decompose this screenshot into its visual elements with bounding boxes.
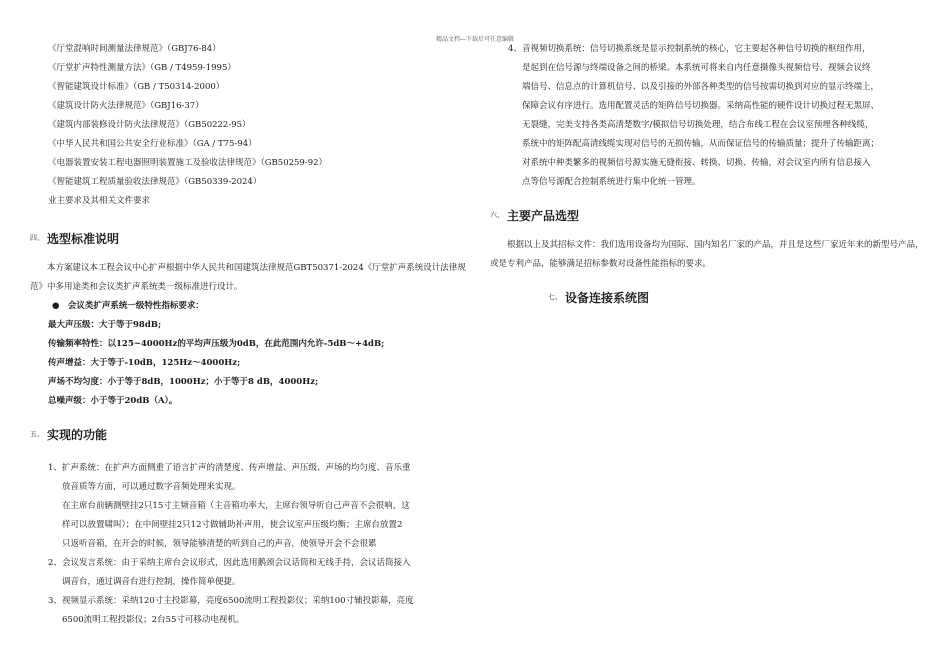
- item-continuation: 只返听音箱，在开会的时候，领导能够清楚的听到自己的声音，使领导开会不会很累: [62, 539, 377, 549]
- standard-item: 《电器装置安装工程电器照明装置施工及验收法律规范》（GB50259-92）: [48, 158, 328, 168]
- spec-line: 总噪声级：小于等于20dB（A）。: [48, 396, 178, 406]
- header-note: 精品文档---下载后可任意编辑: [435, 36, 515, 43]
- spec-line: 传输频率特性：以125~4000Hz的平均声压级为0dB，在此范围内允许-5dB～+4dB;: [48, 339, 385, 349]
- section-title: 选型标准说明: [47, 231, 120, 246]
- item-continuation: 端信号、信息点的计算机信号、以及引接的外部各种类型的信号按需切换到对应的显示终端上，: [522, 82, 880, 92]
- section4-paragraph: 本方案建议本工程会议中心扩声根据中华人民共和国建筑法律规范GBT50371-2024《厅堂扩声系统设计法律规范》中多用途类和会议类扩声系统类一级标准进行设计。: [30, 263, 466, 292]
- function-item: [30, 459, 470, 478]
- item-text: 会议发言系统：由于采纳主席台会议形式，因此选用鹅颈会议话筒和无线手持，会议话筒接入: [62, 558, 411, 568]
- spec-line: 声场不均匀度：小于等于8dB，1000Hz；小于等于8 dB，4000Hz;: [48, 377, 319, 387]
- item-label: 4、: [508, 44, 522, 54]
- section-title: 主要产品选型: [507, 208, 580, 223]
- section4-heading: [30, 223, 470, 253]
- function-list: [30, 459, 470, 630]
- item-continuation: 调音台，通过调音台进行控制，操作简单便捷。: [62, 577, 241, 587]
- section-number: 四、: [30, 234, 44, 242]
- item-continuation: 保障会议有序进行。选用配置灵活的矩阵信号切换器。采纳高性能的硬件设计切换过程无黑屏、: [522, 101, 880, 111]
- standards-list: [30, 40, 470, 211]
- spec-bullet: ● 会议类扩声系统一级特性指标要求：: [52, 301, 204, 311]
- function-item: [490, 40, 925, 59]
- standard-item: 《建筑内部装修设计防火法律规范》（GB50222-95）: [48, 120, 251, 130]
- standard-item: 《智能建筑工程质量验收法律规范》（GB50339-2024）: [48, 177, 262, 187]
- item-continuation: 放音质等方面，可以通过数字音频处理来实现。: [62, 482, 241, 492]
- item-continuation: 点等信号源配合控制系统进行集中化统一管理。: [522, 177, 701, 187]
- item-label: 2、: [48, 558, 62, 568]
- section5-heading: [30, 419, 470, 449]
- item-continuation: 是起到在信号源与终端设备之间的桥梁。本系统可将来自内任意摄像头视频信号、视频会议终: [522, 63, 871, 73]
- section6-heading: [490, 200, 925, 230]
- function-item: [30, 554, 470, 573]
- section-number: 七、: [548, 293, 562, 301]
- item-continuation: 样可以放置啸叫）；在中间壁挂2只12寸做辅助补声用，使会议室声压级均衡；主席台放置2: [62, 520, 403, 530]
- item-continuation: 系统中的矩阵配高清线缆实现对信号的无损传输，从而保证信号的传输质量；提升了传输距离；: [522, 139, 880, 149]
- function-item: [30, 592, 470, 611]
- section6-paragraph: 根据以上及其招标文件：我们选用设备均为国际、国内知名厂家的产品，并且是这些厂家近年来的新型号产品，或是专利产品，能够满足招标参数对设备性能指标的要求。: [490, 240, 924, 269]
- spec-line: 传声增益：大于等于-10dB，125Hz～4000Hz;: [48, 358, 241, 368]
- section-title: 实现的功能: [47, 427, 108, 442]
- standard-item: 《中华人民共和国公共安全行业标准》（GA / T75-94）: [48, 139, 257, 149]
- item-text: 音视频切换系统：信号切换系统是显示控制系统的核心，它主要起各种信号切换的枢纽作用，: [522, 44, 871, 54]
- left-column: [30, 40, 470, 630]
- standard-item: 《厅堂混响时间测量法律规范》（GBJ76-84）: [48, 44, 221, 54]
- right-column: [490, 40, 925, 312]
- item-continuation: 在主席台前辆测壁挂2只15寸主频音箱（主音箱功率大，主席台领导听自己声音不会很响，这: [62, 501, 410, 511]
- item-continuation: 6500流明工程投影仪；2台55寸可移动电视机。: [62, 615, 245, 625]
- item-label: 3、: [48, 596, 62, 606]
- standard-item: 《建筑设计防火法律规范》（GBJ16-37）: [48, 101, 204, 111]
- section-number: 五、: [30, 430, 44, 438]
- item-continuation: 无裂缝，完美支持各类高清楚数字/模拟信号切换处理，结合布线工程在会议室预埋各种线缆，: [522, 120, 874, 130]
- item-text: 扩声系统：在扩声方面侧重了语言扩声的清楚度、传声增益、声压级、声场的均匀度、音乐重: [62, 463, 411, 473]
- standard-item: 《智能建筑设计标准》（GB / T50314-2000）: [48, 82, 225, 92]
- item-label: 1、: [48, 463, 62, 473]
- spec-line: 最大声压级：大于等于98dB;: [48, 320, 162, 330]
- item-text: 视频显示系统：采纳120寸主投影幕，亮度6500流明工程投影仪；采纳100寸辅投影幕，亮度: [62, 596, 414, 606]
- section7-heading: [490, 282, 925, 312]
- standard-item: 业主要求及其相关文件要求: [48, 196, 151, 206]
- standard-item: 《厅堂扩声特性测量方法》（GB / T4959-1995）: [48, 63, 236, 73]
- section-title: 设备连接系统图: [565, 290, 650, 305]
- item-continuation: 对系统中种类繁多的视频信号源实施无缝衔接、转换、切换、传输，对会议室内所有信息接入: [522, 158, 871, 168]
- section-number: 六、: [490, 211, 504, 219]
